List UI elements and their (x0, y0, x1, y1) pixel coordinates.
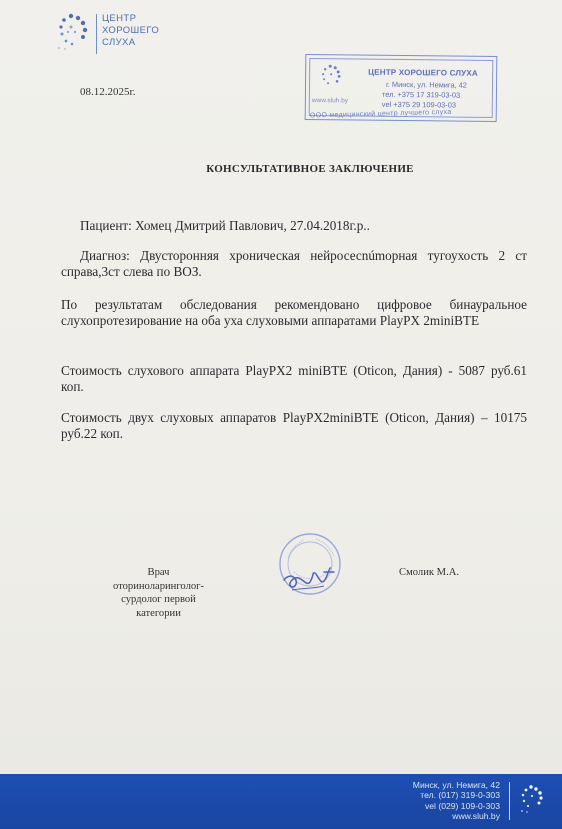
patient-line: Пациент: Хомец Дмитрий Павлович, 27.04.2018г.р.. (80, 218, 370, 233)
company-logo (56, 12, 176, 56)
stamp-logo-icon (320, 63, 342, 89)
single-device-cost: Стоимость слухового аппарата PlayPX2 miniBTE (Oticon, Дания) - 5087 руб.61 коп. (61, 363, 527, 394)
footer-mobile: vel (029) 109-0-303 (424, 800, 500, 811)
diagnosis-paragraph: Диагноз: Двусторонняя хроническая нейросесnúmорная тугоухость 2 ст справа,3ст слева по ВОЗ. (61, 248, 527, 279)
footer-dots-logo-icon (520, 784, 544, 814)
footer-website: www.sluh.by (452, 811, 500, 822)
stamp-mobile: vel +375 29 109-03-03 (381, 99, 457, 110)
doctor-title (96, 566, 221, 620)
stamp-underline-text: ООО медицинский центр лучшего слуха (309, 108, 452, 120)
footer-phone: тел. (017) 319-0-303 (420, 790, 500, 801)
stamp-website: www.sluh.by (311, 97, 349, 105)
two-devices-cost: Стоимость двух слуховых аппаратов PlayPX2miniBTE (Oticon, Дания) – 10175 руб.22 коп. (61, 410, 527, 441)
logo-line: ХОРОШЕГО (102, 25, 160, 36)
footer-contacts (413, 780, 500, 822)
logo-line: СЛУХА (102, 37, 136, 48)
recommendation-paragraph: По результатам обследования рекомендовано цифровое бинауральное слухопротезирование на оба уха слуховыми аппаратами PlayPX 2miniBTE (61, 297, 527, 328)
footer-address: Минск, ул. Немига, 42 (412, 780, 500, 790)
doctor-title-line: оториноларинголог- (112, 580, 205, 592)
document-date: 08.12.2025г. (80, 86, 136, 98)
document-heading: КОНСУЛЬТАТИВНОЕ ЗАКЛЮЧЕНИЕ (206, 163, 414, 175)
stamp-title: ЦЕНТР ХОРОШЕГО СЛУХА (368, 67, 478, 78)
logo-divider (96, 14, 97, 54)
footer-divider (509, 782, 510, 820)
stamp-phone: тел. +375 17 319-03-03 (381, 89, 461, 100)
doctor-title-line: Врач (147, 567, 170, 578)
logo-wordmark (102, 13, 159, 49)
doctor-seal-signature (272, 528, 348, 604)
footer-band (0, 774, 562, 829)
dots-logo-icon (56, 12, 90, 52)
logo-line: ЦЕНТР (102, 13, 137, 24)
doctor-name: Смолик М.А. (399, 567, 460, 578)
doctor-title-line: категории (136, 607, 181, 619)
stamp-address: г. Минск, ул. Немига, 42 (385, 79, 467, 90)
doctor-title-line: сурдолог первой (121, 594, 196, 605)
